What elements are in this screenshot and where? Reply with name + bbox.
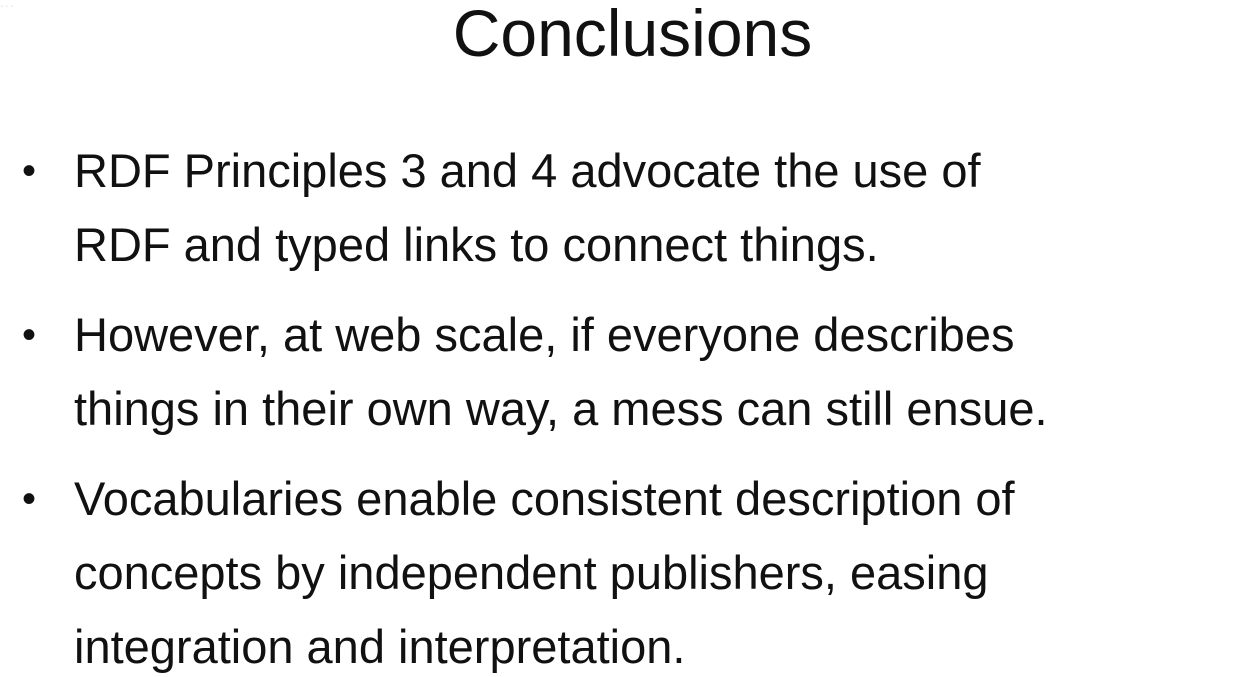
bullet-line: RDF and typed links to connect things. [74, 218, 879, 271]
bullet-line: integration and interpretation. [74, 620, 686, 673]
bullet-line: Vocabularies enable consistent description of [74, 472, 1015, 525]
bullet-dot-icon: • [22, 313, 37, 357]
bullet-text [74, 134, 1244, 282]
bullet-line: things in their own way, a mess can still ensue. [74, 382, 1048, 435]
bullet-item [0, 298, 1245, 446]
bullet-line: concepts by independent publishers, easing [74, 546, 989, 599]
bullet-item [0, 134, 1245, 282]
slide-title: Conclusions [452, 0, 813, 70]
bullet-line: However, at web scale, if everyone describes [74, 308, 1015, 361]
bullet-list [0, 134, 1245, 677]
watermark-text: ... [0, 0, 15, 10]
bullet-dot-icon: • [22, 477, 37, 521]
bullet-text [74, 462, 1244, 677]
bullet-text [74, 298, 1244, 446]
bullet-item [0, 462, 1245, 677]
bullet-dot-icon: • [22, 149, 37, 193]
bullet-line: RDF Principles 3 and 4 advocate the use of [74, 144, 981, 197]
